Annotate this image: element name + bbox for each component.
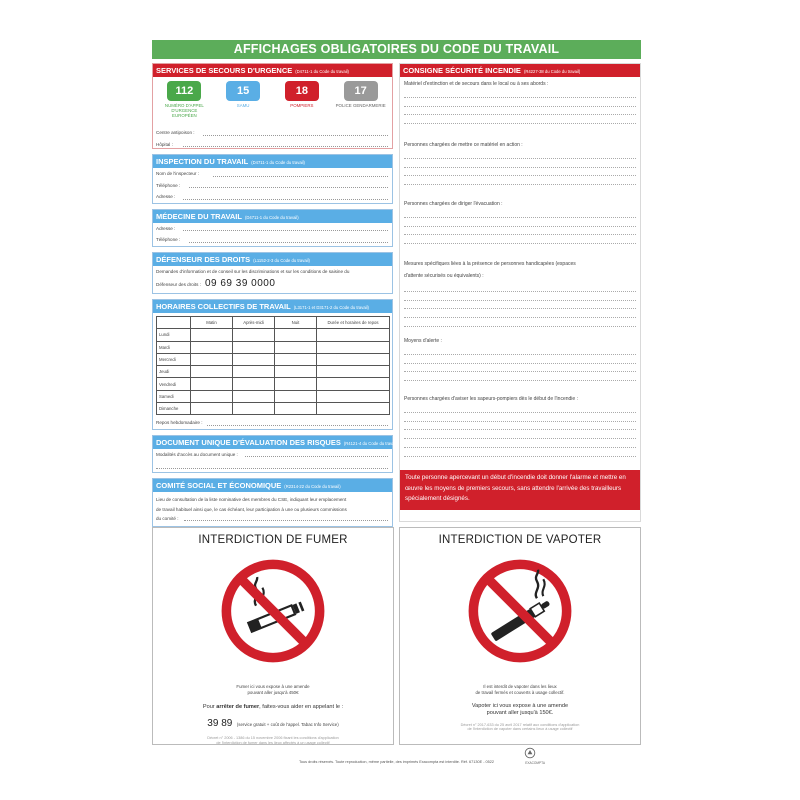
fine-line: Vapoter ici vous expose à une amende	[471, 703, 569, 710]
emergency-number-18	[277, 81, 327, 127]
dotted-line	[404, 372, 636, 381]
table-cell[interactable]	[317, 378, 390, 390]
dotted-line	[404, 439, 636, 448]
consigne-ref: (R4227-38 du Code du travail)	[523, 69, 581, 74]
table-cell[interactable]	[233, 329, 275, 341]
fine-line: de travail fermés et couverts à usage collectif.	[475, 689, 565, 695]
table-cell[interactable]	[275, 403, 317, 415]
dotted-line	[404, 283, 636, 292]
dotted-line	[156, 468, 388, 469]
table-cell[interactable]	[233, 341, 275, 353]
dotted-line	[404, 107, 636, 116]
field-inspecteur	[153, 168, 392, 180]
number-caption: SAMU	[236, 103, 250, 108]
consigne-section-sapeurs-pompiers	[400, 392, 640, 470]
table-cell[interactable]	[317, 329, 390, 341]
day-label: Mercredi	[157, 353, 191, 365]
number-badge: 112	[167, 81, 201, 101]
cse-text-line: Lieu de consultation de la liste nominative des membres du CSE, indiquant leur emplacement	[156, 496, 347, 502]
field-repos	[153, 417, 392, 429]
dotted-line	[404, 448, 636, 457]
no-vaping-panel	[399, 527, 641, 745]
table-row	[157, 403, 390, 415]
table-cell[interactable]	[191, 341, 233, 353]
medecine-ref: (D4711-1 du Code du travail)	[244, 214, 299, 220]
hours-table	[156, 316, 390, 415]
cse-label: du comité :	[156, 516, 179, 522]
defenseur-heading-text: DÉFENSEUR DES DROITS	[156, 254, 251, 264]
dotted-line	[213, 176, 388, 177]
field-label: Téléphone :	[156, 237, 181, 242]
tabac-info-row	[153, 713, 393, 731]
page-title: AFFICHAGES OBLIGATOIRES DU CODE DU TRAVAIL	[152, 40, 641, 59]
horaires-heading-text: HORAIRES COLLECTIFS DE TRAVAIL	[156, 302, 291, 311]
dotted-line	[404, 413, 636, 422]
emergency-number-112	[159, 81, 209, 127]
no-smoking-title: INTERDICTION DE FUMER	[198, 534, 348, 546]
dotted-line	[404, 364, 636, 373]
cse-text-line	[156, 514, 389, 524]
dotted-line	[203, 135, 388, 136]
decree-text	[400, 723, 640, 732]
section-label	[400, 254, 640, 283]
no-vaping-icon	[467, 558, 573, 664]
decree-line: de l'interdiction de fumer dans les lieux affectés à un usage collectif	[216, 740, 330, 745]
dotted-line	[404, 98, 636, 107]
duer-box	[152, 435, 398, 473]
dotted-line	[404, 309, 636, 318]
table-row	[157, 353, 390, 365]
defenseur-label: Défenseur des droits :	[156, 282, 201, 287]
table-cell[interactable]	[275, 329, 317, 341]
consigne-section-materiel	[400, 77, 640, 138]
table-cell[interactable]	[317, 341, 390, 353]
tabac-info-note: (service gratuit + coût de l'appel. Tabac Info Service)	[236, 722, 339, 728]
table-row	[157, 378, 390, 390]
dotted-line	[404, 301, 636, 310]
dotted-line	[404, 422, 636, 431]
table-cell[interactable]	[275, 353, 317, 365]
table-header: Matin	[191, 317, 233, 329]
section-label-line: Mesures spécifiques liées à la présence de personnes handicapées (espaces	[404, 261, 576, 267]
field-label: Hôpital :	[156, 141, 173, 147]
right-column	[399, 63, 641, 527]
field-label: Modalités d'accès au document unique :	[156, 451, 238, 457]
dotted-line	[404, 168, 636, 177]
table-cell[interactable]	[275, 378, 317, 390]
no-smoking-icon	[220, 558, 326, 664]
duer-ref: (R4121-4 du Code du travail)	[343, 440, 398, 446]
section-label: Personnes chargées d'aviser les sapeurs-pompiers dès le début de l'incendie :	[404, 396, 578, 402]
vaping-fine	[400, 703, 640, 717]
table-cell[interactable]	[191, 403, 233, 415]
dotted-line	[189, 242, 388, 243]
left-column	[152, 63, 398, 532]
number-badge: 17	[344, 81, 378, 101]
table-cell[interactable]	[233, 366, 275, 378]
inspection-box	[152, 154, 393, 204]
emergency-number-17	[336, 81, 386, 127]
table-row	[157, 366, 390, 378]
consigne-heading	[400, 64, 640, 77]
dotted-line	[207, 425, 388, 426]
day-label: Lundi	[157, 329, 191, 341]
dotted-line	[404, 292, 636, 301]
dotted-line	[245, 456, 388, 457]
table-header-row	[157, 317, 390, 329]
inspection-heading	[153, 155, 392, 168]
table-header: Nuit	[275, 317, 317, 329]
exacompta-logo-icon	[524, 747, 536, 759]
duer-heading-text: DOCUMENT UNIQUE D'ÉVALUATION DES RISQUES	[156, 437, 341, 447]
dotted-line	[404, 176, 636, 185]
table-cell[interactable]	[275, 366, 317, 378]
table-cell[interactable]	[191, 329, 233, 341]
poster	[152, 40, 641, 765]
dotted-line	[404, 235, 636, 244]
number-caption: POMPIERS	[290, 103, 314, 108]
dotted-line	[404, 318, 636, 327]
fine-line: pouvant aller jusqu'à 450€	[247, 689, 299, 695]
decree-line: Décret n° 2006 - 1386 du 15 novembre 2006 fixant les conditions d'application	[207, 736, 339, 741]
consigne-heading-text: CONSIGNE SÉCURITÉ INCENDIE	[403, 66, 521, 75]
dotted-line	[404, 355, 636, 364]
field-telephone	[153, 180, 392, 192]
day-label: Mardi	[157, 341, 191, 353]
table-cell[interactable]	[317, 390, 390, 402]
consigne-section-handicap	[400, 254, 640, 334]
number-badge: 18	[285, 81, 319, 101]
fire-alert-notice: Toute personne apercevant un début d'incendie doit donner l'alarme et mettre en œuvre les moyens de premiers secours, sans attendre l'arrivée des travailleurs spécialement désignés.	[400, 470, 640, 510]
no-smoking-panel	[152, 527, 394, 745]
dotted-line	[184, 520, 388, 521]
duer-heading	[153, 436, 398, 449]
section-label: Moyens d'alerte :	[404, 338, 442, 344]
table-cell[interactable]	[191, 366, 233, 378]
cse-box	[152, 478, 393, 527]
defenseur-phone: 09 69 39 0000	[204, 278, 276, 289]
section-label: Personnes chargées de diriger l'évacuation :	[404, 201, 503, 207]
cse-heading	[153, 479, 392, 492]
number-caption: NUMÉRO D'APPEL D'URGENCE EUROPÉEN	[164, 103, 204, 119]
field-hopital	[153, 139, 392, 151]
help-prefix: Pour	[202, 704, 215, 711]
emergency-number-15	[218, 81, 268, 127]
dotted-line	[404, 89, 636, 98]
field-label: Adresse :	[156, 194, 176, 199]
table-cell[interactable]	[317, 403, 390, 415]
day-label: Jeudi	[157, 366, 191, 378]
consigne-section-alerte	[400, 334, 640, 392]
day-label: Dimanche	[157, 403, 191, 415]
inspection-heading-text: INSPECTION DU TRAVAIL	[156, 157, 249, 166]
dotted-line	[404, 209, 636, 218]
field-adresse	[153, 191, 392, 203]
fine-line: Fumer ici vous expose à une amende	[236, 684, 310, 689]
field-label: Centre antipoison :	[156, 130, 195, 135]
table-header: Après-midi	[233, 317, 275, 329]
medecine-heading-text: MÉDECINE DU TRAVAIL	[156, 211, 242, 221]
footer-copyright: Tous droits réservés. Toute reproduction, même partielle, des imprimés Exacompta est interdite. Réf. 67130E - 0522	[299, 760, 494, 764]
dotted-line	[404, 430, 636, 439]
blank-line	[153, 460, 392, 472]
dotted-line	[404, 218, 636, 227]
fine-line: Il est interdit de vapoter dans les lieux	[483, 684, 557, 689]
field-duer	[153, 449, 392, 461]
section-label: Matériel d'extinction et de secours dans le local ou à ses abords :	[404, 81, 549, 87]
emergency-services-box	[152, 63, 393, 149]
table-cell[interactable]	[191, 353, 233, 365]
brand-name: EXACOMPTA	[525, 761, 545, 765]
dotted-line	[404, 227, 636, 236]
table-cell[interactable]	[233, 378, 275, 390]
cse-text-line: de travail habituel ainsi que, le cas échéant, leur participation à une ou plusieurs commissions	[156, 506, 347, 512]
table-cell[interactable]	[191, 390, 233, 402]
dotted-line	[404, 404, 636, 413]
dotted-line	[183, 230, 388, 231]
horaires-box	[152, 299, 393, 430]
cse-ref: (R2314-22 du Code du travail)	[284, 483, 341, 489]
inspection-ref: (D4711-1 du Code du travail)	[251, 160, 305, 165]
no-vaping-title: INTERDICTION DE VAPOTER	[438, 534, 602, 546]
table-cell[interactable]	[191, 378, 233, 390]
dotted-line	[404, 115, 636, 124]
quit-smoking-help	[153, 704, 393, 711]
dotted-line	[183, 146, 388, 147]
no-smoking-notice	[153, 684, 393, 695]
table-header	[157, 317, 191, 329]
consigne-section-evacuation	[400, 197, 640, 254]
table-row	[157, 390, 390, 402]
fine-line: pouvant aller jusqu'à 150€.	[486, 710, 554, 717]
day-label: Samedi	[157, 390, 191, 402]
field-label: Adresse :	[156, 225, 176, 231]
table-cell[interactable]	[317, 353, 390, 365]
no-vaping-notice	[400, 684, 640, 695]
tabac-info-phone: 39 89	[207, 718, 233, 730]
emergency-ref: (D4711-1 du Code du travail)	[295, 69, 349, 74]
emergency-heading-text: SERVICES DE SECOURS D'URGENCE	[156, 66, 293, 75]
dotted-line	[404, 159, 636, 168]
defenseur-phone-row	[153, 277, 392, 293]
defenseur-text: Demandes d'information et de conseil sur les discriminations et sur les conditions de saisine du	[156, 268, 350, 274]
field-centre-antipoison	[153, 127, 392, 139]
dotted-line	[404, 150, 636, 159]
cse-heading-text: COMITÉ SOCIAL ET ÉCONOMIQUE	[156, 480, 282, 490]
medecine-box	[152, 209, 393, 247]
defenseur-box	[152, 252, 393, 295]
field-label: Nom de l'inspecteur :	[156, 171, 200, 176]
field-label: Repos hebdomadaire :	[156, 420, 203, 426]
consigne-box	[399, 63, 641, 522]
decree-text	[153, 736, 393, 745]
defenseur-heading	[153, 253, 392, 266]
table-cell[interactable]	[275, 341, 317, 353]
day-label: Vendredi	[157, 378, 191, 390]
decree-line: Décret n° 2017-633 du 25 avril 2017 relatif aux conditions d'application	[460, 722, 580, 727]
field-label: Téléphone :	[156, 182, 181, 188]
dotted-line	[404, 346, 636, 355]
field-telephone	[153, 234, 392, 246]
dotted-line	[183, 199, 388, 200]
medecine-heading	[153, 210, 392, 223]
emergency-numbers	[153, 77, 392, 127]
field-adresse	[153, 223, 392, 235]
table-cell[interactable]	[275, 390, 317, 402]
defenseur-ref: (L1152-2-3 du Code du travail)	[253, 257, 310, 263]
help-bold: arrêter de fumer	[216, 704, 260, 711]
consigne-section-mise-en-action	[400, 138, 640, 197]
table-cell[interactable]	[233, 390, 275, 402]
help-rest: , faites-vous aider en appelant le :	[259, 704, 344, 711]
table-cell[interactable]	[233, 403, 275, 415]
table-row	[157, 341, 390, 353]
emergency-heading	[153, 64, 392, 77]
decree-line: de l'interdiction de vapoter dans certains lieux à usage collectif	[467, 727, 573, 732]
cse-text	[153, 492, 392, 526]
section-label-line: d'attente sécurisés ou équivalents) :	[404, 273, 484, 279]
table-cell[interactable]	[233, 353, 275, 365]
table-header: Durée et horaires de repos	[317, 317, 390, 329]
horaires-ref: (L3171-1 et D3171-2 du Code du travail)	[293, 305, 369, 310]
horaires-heading	[153, 300, 392, 313]
section-label: Personnes chargées de mettre ce matériel en action :	[404, 142, 523, 148]
number-badge: 15	[226, 81, 260, 101]
dotted-line	[189, 187, 388, 188]
table-cell[interactable]	[317, 366, 390, 378]
table-row	[157, 329, 390, 341]
number-caption: POLICE GENDARMERIE	[335, 103, 386, 108]
